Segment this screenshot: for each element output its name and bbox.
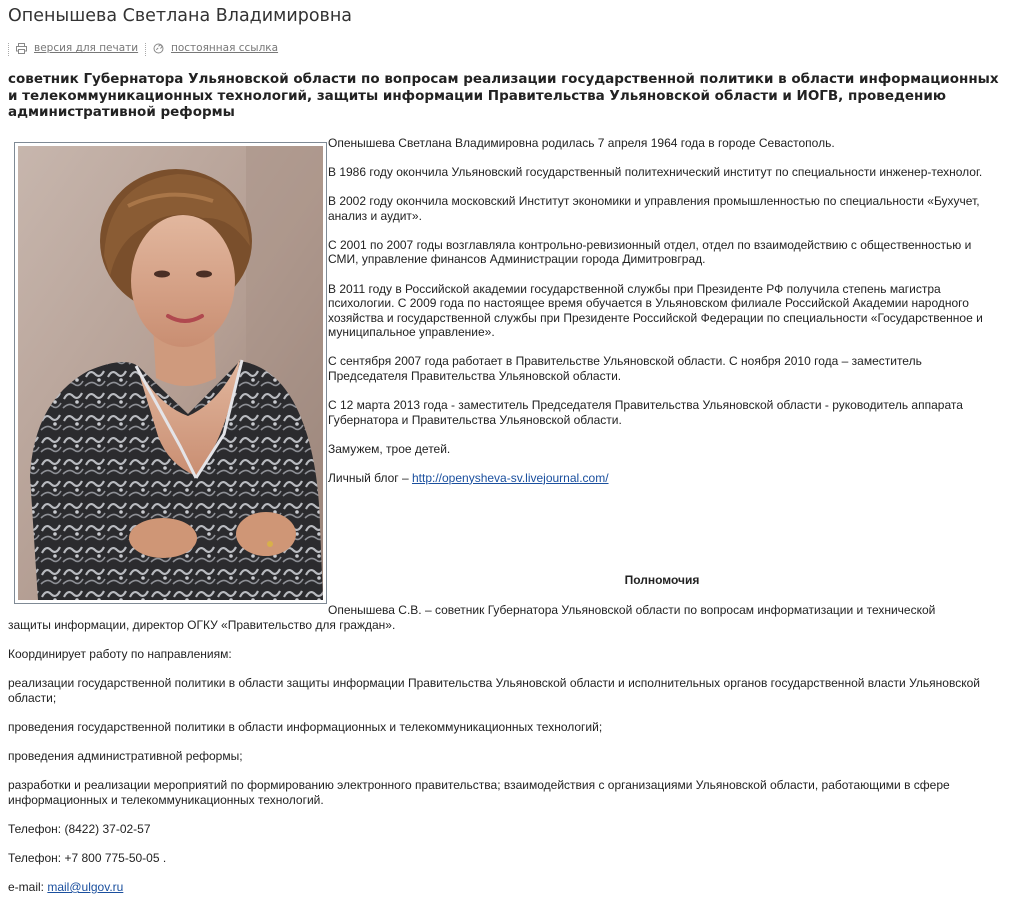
powers-item: проведения государственной политики в области информационных и телекоммуникационных технологий;: [8, 719, 603, 734]
permalink-link[interactable]: постоянная ссылка: [171, 42, 279, 54]
powers-intro-line1: Опенышева С.В. – советник Губернатора Ульяновской области по вопросам информатизации и технической: [328, 603, 936, 617]
coordinates-label: Координирует работу по направлениям:: [8, 647, 232, 662]
portrait-photo: [18, 146, 323, 600]
bio-paragraph: Опенышева Светлана Владимировна родилась 7 апреля 1964 года в городе Севастополь.: [328, 136, 835, 150]
phone-primary: Телефон: (8422) 37-02-57: [8, 821, 151, 836]
powers-item: реализации государственной политики в области защиты информации Правительства Ульяновской области и исполнительных органов государственной власти Ульяновской области;: [8, 676, 980, 705]
page-title: Опенышева Светлана Владимировна: [8, 6, 353, 26]
bio-paragraph: Замужем, трое детей.: [328, 441, 451, 456]
portrait-frame: [14, 142, 327, 604]
bio-paragraph: В 1986 году окончила Ульяновский государственный политехнический институт по специальности инженер-технолог.: [328, 165, 983, 180]
bio-paragraph: С 2001 по 2007 годы возглавляла контрольно-ревизионный отдел, отдел по взаимодействию с общественностью и СМИ, управление финансов Администрации города Димитровград.: [328, 237, 972, 267]
biography: [328, 136, 1000, 486]
powers-item: разработки и реализации мероприятий по формированию электронного правительства; взаимодействия с организациями Ульяновской области, работающими в сфере информационных и телекоммуникационных технологий.: [8, 778, 950, 807]
powers-heading: Полномочия: [624, 573, 700, 587]
print-version-link[interactable]: версия для печати: [34, 42, 139, 54]
email-label: e-mail:: [8, 879, 48, 894]
email-link[interactable]: mail@ulgov.ru: [47, 879, 124, 894]
powers-section: [8, 618, 1008, 895]
phone-hotline: Телефон: +7 800 775-50-05 .: [8, 850, 167, 865]
powers-intro-line2: защиты информации, директор ОГКУ «Правительство для граждан».: [8, 618, 396, 632]
tool-separator: [8, 43, 10, 56]
powers-item: проведения административной реформы;: [8, 748, 243, 763]
blog-label: Личный блог –: [328, 470, 412, 485]
position-subtitle: советник Губернатора Ульяновской области по вопросам реализации государственной политики в области информационных и телекоммуникационных технологий, защиты информации Правительства Ульяновской области и ИОГВ, проведению административной реформы: [8, 71, 999, 120]
tool-separator: [145, 43, 147, 56]
bio-paragraph: С сентября 2007 года работает в Правительстве Ульяновской области. С ноября 2010 года – заместитель Председателя Правительства Ульяновской области.: [328, 354, 922, 384]
blog-line: [328, 471, 1000, 486]
bio-paragraph: В 2002 году окончила московский Институт экономики и управления промышленностью по специальности «Бухучет, анализ и аудит».: [328, 194, 980, 223]
blog-link[interactable]: http://openysheva-sv.livejournal.com/: [411, 470, 609, 485]
bio-paragraph: С 12 марта 2013 года - заместитель Председателя Правительства Ульяновской области - руководитель аппарата Губернатора и Правительства Ульяновской области.: [328, 398, 963, 427]
permalink-icon: [153, 43, 164, 54]
bio-paragraph: В 2011 году в Российской академии государственной службы при Президенте РФ получила степень магистра психологии. С 2009 года по настоящее время обучается в Ульяновском филиале Российской Академии народного хозяйства и государственной службы при Президенте Российской Федерации по специальности «Государственное и муниципальное управление».: [328, 281, 983, 340]
email-line: [8, 880, 1008, 895]
printer-icon: [16, 43, 27, 54]
